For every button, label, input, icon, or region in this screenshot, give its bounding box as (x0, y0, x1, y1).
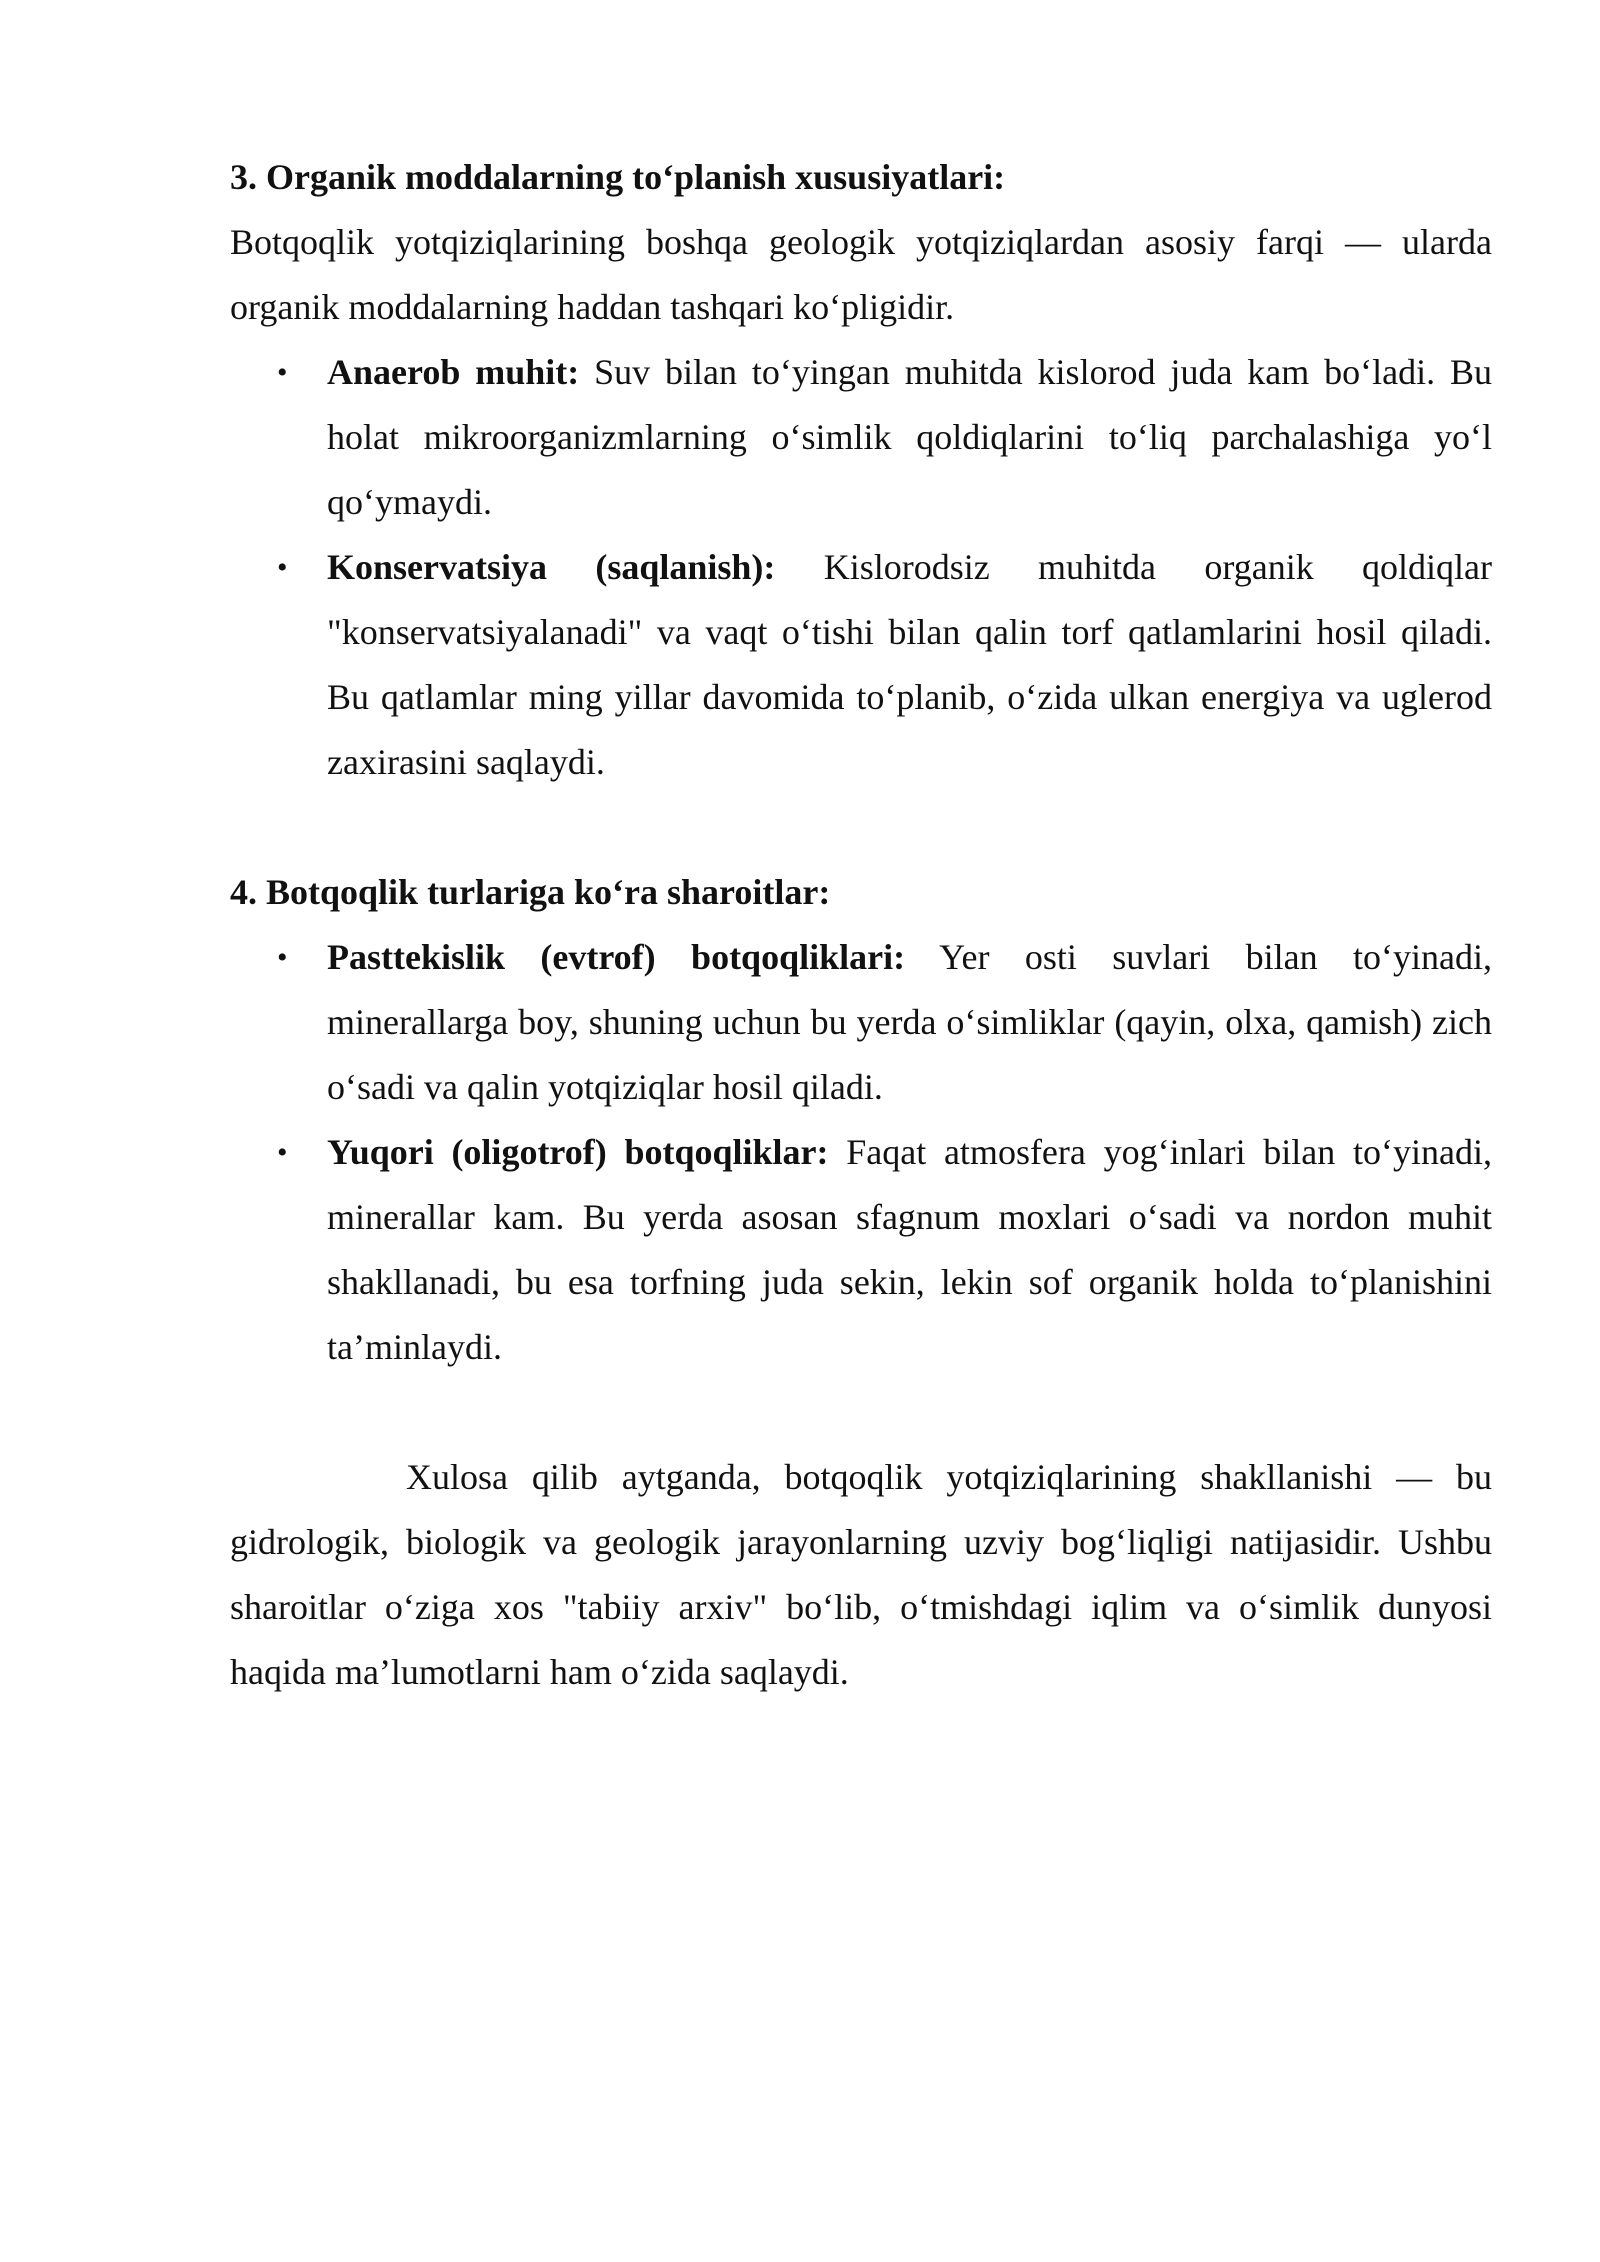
list-item-yuqori (277, 1120, 1492, 1380)
bullet-icon: • (277, 1136, 288, 1169)
spacer (230, 795, 1492, 860)
section-3-heading: 3. Organik moddalarning to‘planish xususiyatlari: (230, 157, 1006, 197)
section-3-list (230, 340, 1492, 795)
list-item-text: Yer osti suvlari bilan to‘yinadi, minerallarga boy, shuning uchun bu yerda o‘simliklar (qayin, olxa, qamish) zich o‘sadi va qalin yotqiziqlar hosil qiladi. (327, 937, 1492, 1107)
list-item-text: Suv bilan to‘yingan muhitda kislorod juda kam bo‘ladi. Bu holat mikroorganizmlarning o‘simlik qoldiqlarini to‘liq parchalashiga yo‘l qo‘ymaydi. (327, 352, 1492, 522)
document-page (230, 145, 1492, 1705)
list-item-text: Kislorodsiz muhitda organik qoldiqlar "konservatsiyalanadi" va vaqt o‘tishi bilan qalin torf qatlamlarini hosil qiladi. Bu qatlamlar ming yillar davomida to‘planib, o‘zida ulkan energiya va uglerod zaxirasini saqlaydi. (327, 547, 1493, 782)
section-4-heading: 4. Botqoqlik turlariga ko‘ra sharoitlar: (230, 872, 831, 912)
bullet-icon: • (277, 551, 288, 584)
bullet-icon: • (277, 941, 288, 974)
list-item-konservatsiya (277, 535, 1493, 795)
list-item-anaerob (277, 340, 1492, 535)
section-4-list (230, 925, 1492, 1380)
list-item-term: Anaerob muhit: (327, 352, 580, 392)
list-item-term: Yuqori (oligotrof) botqoqliklar: (327, 1132, 829, 1172)
list-item-term: Konservatsiya (saqlanish): (327, 547, 776, 587)
spacer (230, 1380, 1492, 1445)
section-3-intro: Botqoqlik yotqiziqlarining boshqa geologik yotqiziqlardan asosiy farqi — ularda organik moddalarning haddan tashqari ko‘pligidir. (230, 222, 1492, 327)
conclusion-paragraph: Xulosa qilib aytganda, botqoqlik yotqiziqlarining shakllanishi — bu gidrologik, biologik va geologik jarayonlarning uzviy bog‘liqligi natijasidir. Ushbu sharoitlar o‘ziga xos "tabiiy arxiv" bo‘lib, o‘tmishdagi iqlim va o‘simlik dunyosi haqida ma’lumotlarni ham o‘zida saqlaydi. (230, 1457, 1492, 1692)
list-item-text: Faqat atmosfera yog‘inlari bilan to‘yinadi, minerallar kam. Bu yerda asosan sfagnum moxlari o‘sadi va nordon muhit shakllanadi, bu esa torfning juda sekin, lekin sof organik holda to‘planishini ta’minlaydi. (327, 1132, 1492, 1367)
list-item-term: Pasttekislik (evtrof) botqoqliklari: (327, 937, 906, 977)
list-item-pasttekislik (277, 925, 1492, 1120)
bullet-icon: • (277, 356, 288, 389)
